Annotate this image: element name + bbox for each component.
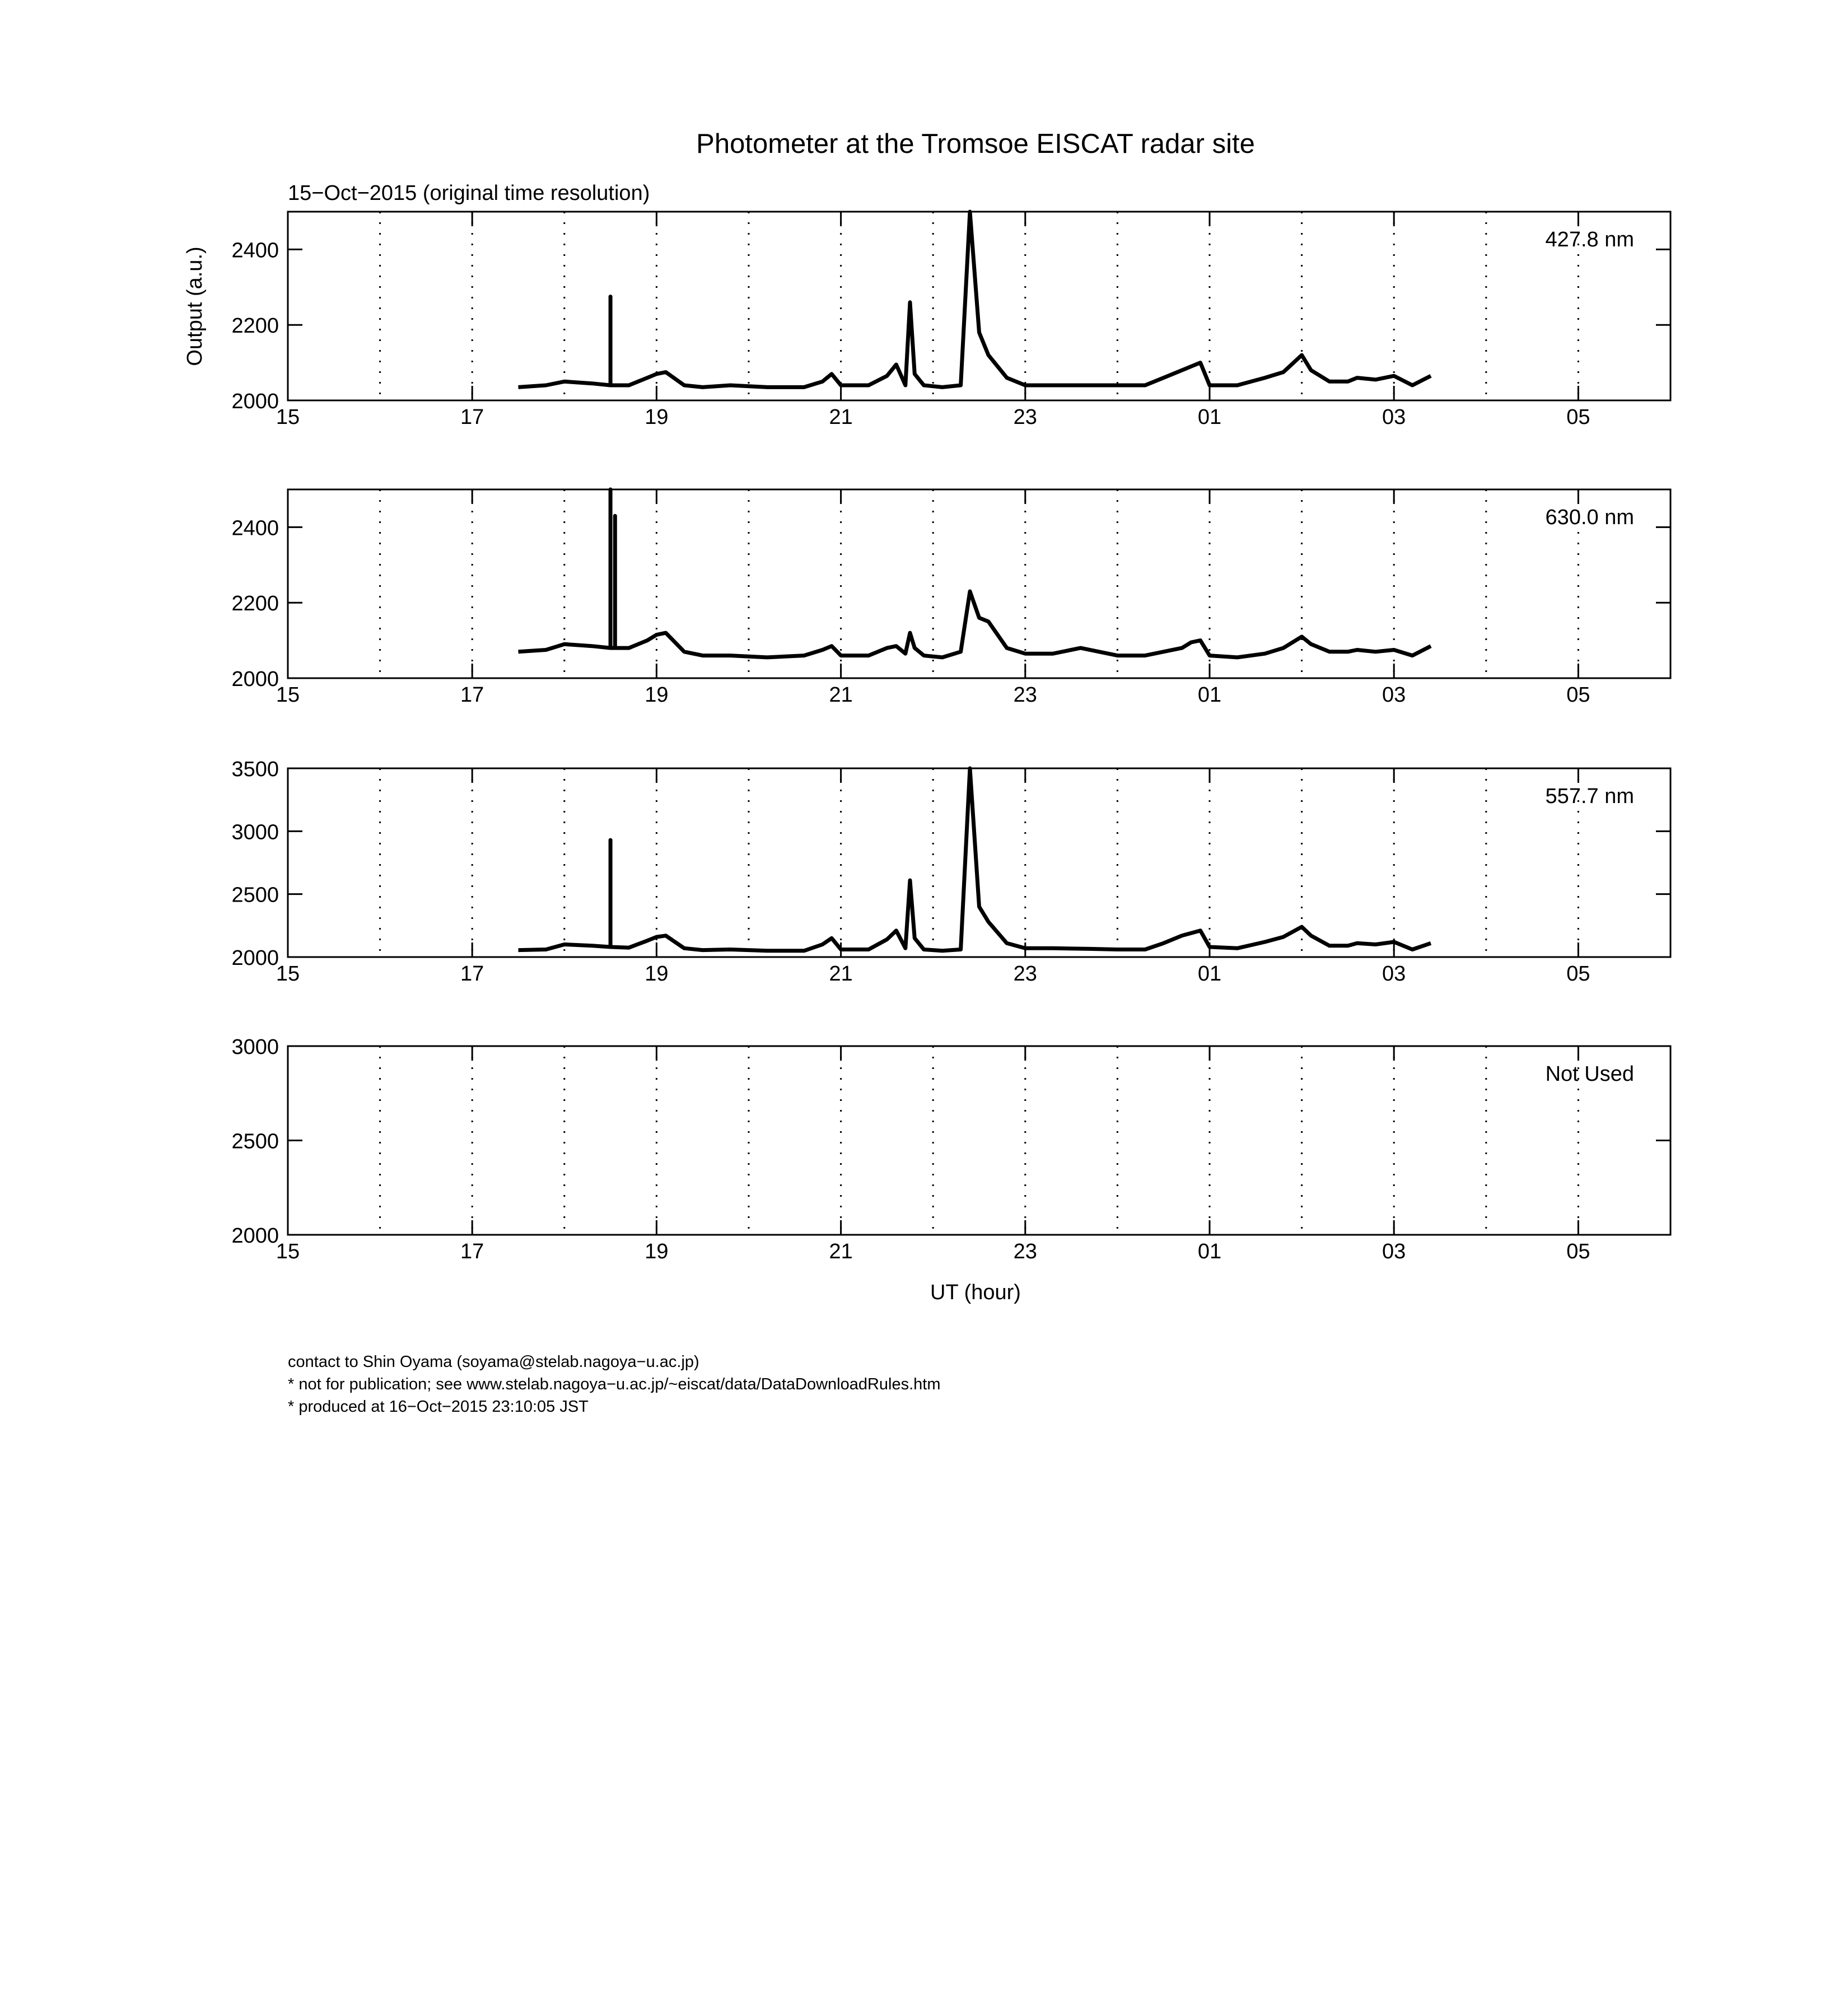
footer-contact: contact to Shin Oyama (soyama@stelab.nagoya−u.ac.jp): [288, 1353, 699, 1371]
panel-3: [231, 758, 1670, 986]
x-tick-label: 01: [1197, 1240, 1222, 1263]
x-tick-label: 23: [1013, 683, 1037, 707]
axes-box: [288, 489, 1670, 678]
x-tick-label: 21: [829, 405, 853, 429]
x-tick-label: 19: [645, 962, 669, 986]
panels: [231, 212, 1670, 1263]
y-tick-label: 2500: [231, 883, 279, 907]
y-tick-label: 2000: [231, 390, 279, 413]
series-line: [519, 768, 1431, 951]
y-tick-label: 2400: [231, 516, 279, 540]
channel-label: 557.7 nm: [1545, 785, 1634, 808]
channel-label: Not Used: [1545, 1062, 1634, 1086]
x-tick-label: 21: [829, 683, 853, 707]
footer-notes: [288, 1351, 941, 1418]
x-tick-label: 03: [1382, 683, 1406, 707]
y-tick-label: 2400: [231, 239, 279, 263]
x-tick-label: 05: [1566, 1240, 1590, 1263]
x-tick-label: 01: [1197, 683, 1222, 707]
x-tick-label: 05: [1566, 683, 1590, 707]
y-tick-label: 2000: [231, 946, 279, 970]
x-tick-label: 23: [1013, 1240, 1037, 1263]
x-tick-label: 17: [460, 962, 484, 986]
x-tick-label: 15: [276, 1240, 300, 1263]
footer-note: * not for publication; see www.stelab.nagoya−u.ac.jp/~eiscat/data/DataDownloadRules.htm: [288, 1375, 941, 1393]
x-tick-label: 23: [1013, 962, 1037, 986]
footer-produced: * produced at 16−Oct−2015 23:10:05 JST: [288, 1398, 589, 1416]
panel-1: [231, 212, 1670, 429]
y-tick-label: 3000: [231, 1035, 279, 1059]
x-axis-label: UT (hour): [930, 1281, 1021, 1304]
x-tick-label: 21: [829, 962, 853, 986]
axes-box: [288, 768, 1670, 957]
x-tick-label: 05: [1566, 405, 1590, 429]
axes-box: [288, 212, 1670, 400]
y-tick-label: 2500: [231, 1130, 279, 1154]
x-tick-label: 05: [1566, 962, 1590, 986]
y-tick-label: 2200: [231, 314, 279, 338]
y-tick-label: 2000: [231, 1224, 279, 1248]
x-tick-label: 21: [829, 1240, 853, 1263]
x-tick-label: 17: [460, 683, 484, 707]
x-tick-label: 23: [1013, 405, 1037, 429]
x-tick-label: 03: [1382, 405, 1406, 429]
figure-title: Photometer at the Tromsoe EISCAT radar site: [696, 129, 1255, 159]
channel-label: 427.8 nm: [1545, 228, 1634, 251]
x-tick-label: 15: [276, 962, 300, 986]
x-tick-label: 15: [276, 683, 300, 707]
x-tick-label: 01: [1197, 405, 1222, 429]
x-tick-label: 15: [276, 405, 300, 429]
x-tick-label: 01: [1197, 962, 1222, 986]
channel-label: 630.0 nm: [1545, 506, 1634, 529]
y-tick-label: 2200: [231, 592, 279, 616]
x-tick-label: 17: [460, 405, 484, 429]
figure-subtitle: 15−Oct−2015 (original time resolution): [288, 181, 650, 205]
y-axis-label: Output (a.u.): [183, 246, 207, 366]
x-tick-label: 03: [1382, 1240, 1406, 1263]
x-tick-label: 03: [1382, 962, 1406, 986]
y-tick-label: 3000: [231, 820, 279, 844]
panel-4: [231, 1035, 1670, 1263]
series-line: [519, 212, 1431, 387]
x-tick-label: 19: [645, 405, 669, 429]
panel-2: [231, 489, 1670, 707]
x-tick-label: 19: [645, 1240, 669, 1263]
x-tick-label: 17: [460, 1240, 484, 1263]
x-tick-label: 19: [645, 683, 669, 707]
y-tick-label: 2000: [231, 668, 279, 691]
axes-box: [288, 1046, 1670, 1235]
y-tick-label: 3500: [231, 758, 279, 781]
series-line: [519, 489, 1431, 657]
